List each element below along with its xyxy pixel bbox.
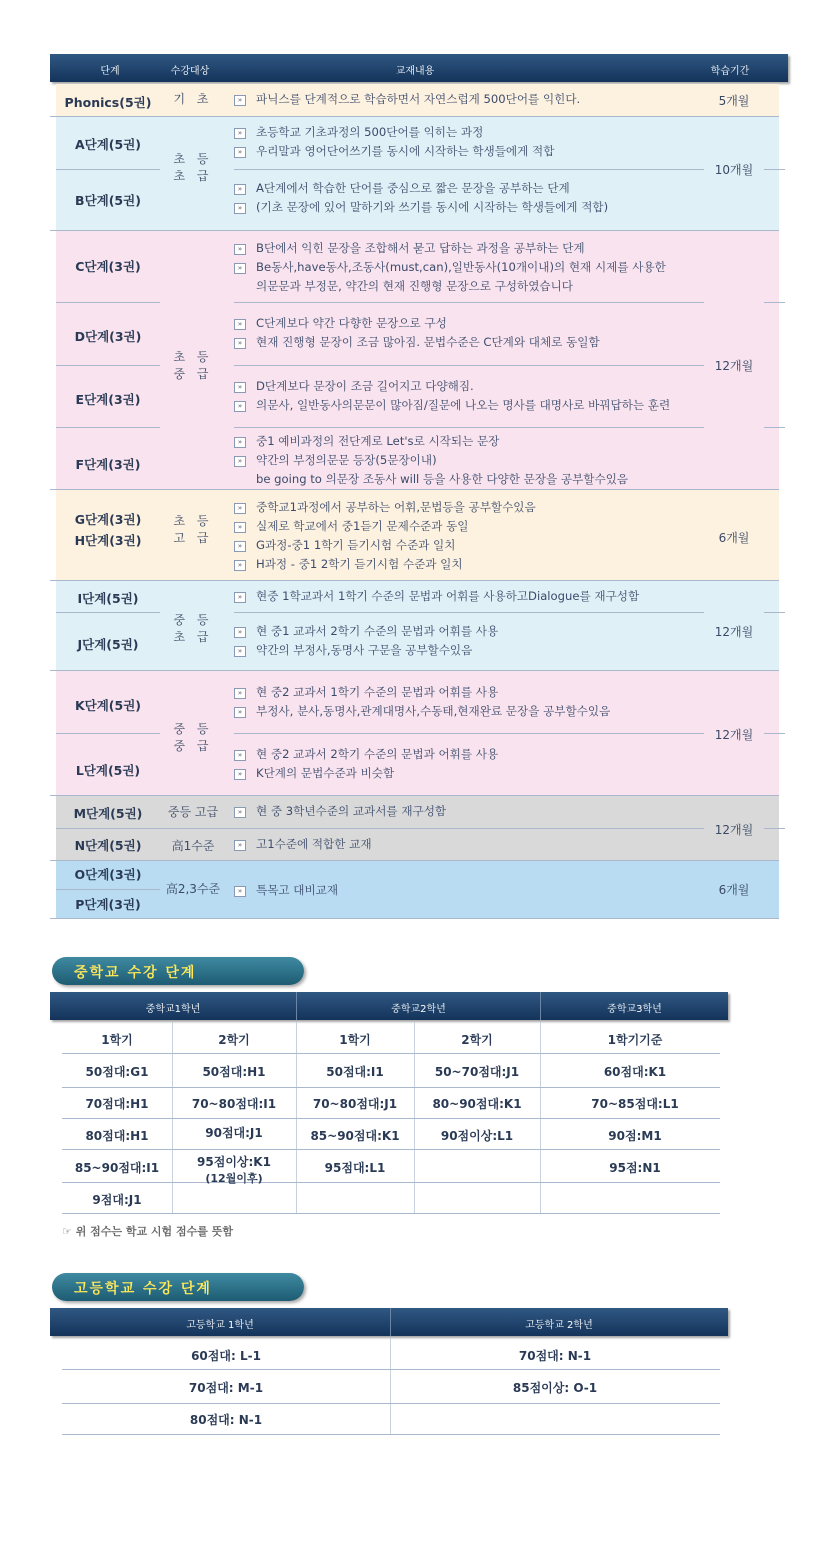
header-target: 수강대상 <box>170 66 210 77</box>
target-kl-1: 중 등 <box>173 722 213 736</box>
high-cell: 60점대: L-1 <box>191 1349 261 1363</box>
double-chevron-icon: » <box>234 203 246 214</box>
double-chevron-icon: » <box>234 592 246 603</box>
high-header-1: 고등학교 1학년 <box>186 1320 254 1331</box>
header-period: 학습기간 <box>710 66 750 77</box>
target-kl-2: 중 급 <box>173 739 213 753</box>
double-chevron-icon: » <box>234 456 246 467</box>
high-cell: 70점대: M-1 <box>188 1381 264 1395</box>
mid-cell: 85~90점대:K1 <box>310 1129 400 1143</box>
double-chevron-icon: » <box>234 147 246 158</box>
desc-c-1: B단에서 익힌 문장을 조합해서 묻고 답하는 과정을 공부하는 단계 <box>256 241 585 255</box>
desc-b-1: A단계에서 학습한 단어를 중심으로 짧은 문장을 공부하는 단계 <box>256 181 570 195</box>
high-cell: 80점대: N-1 <box>189 1413 263 1427</box>
level-l: L단계(5권) <box>75 763 141 778</box>
target-ij-2: 초 급 <box>173 630 213 644</box>
desc-gh-4: H과정 - 중1 2학기 듣기시험 수준과 일치 <box>256 557 463 571</box>
mid-cell: 70~80점대:J1 <box>312 1097 398 1111</box>
desc-c-2: Be동사,have동사,조동사(must,can),일반동사(10개이내)의 현재 시제를 사용한 <box>256 260 666 274</box>
double-chevron-icon: » <box>234 886 246 897</box>
middle-header <box>50 992 728 1020</box>
middle-header-1: 중학교1학년 <box>145 1004 201 1015</box>
sub-header-4: 2학기 <box>461 1033 493 1047</box>
mid-cell-note: (12월이후) <box>205 1172 263 1185</box>
desc-c-3: 의문문과 부정문, 약간의 현재 진행형 문장으로 구성하였습니다 <box>256 279 573 293</box>
mid-cell: 60점대:K1 <box>603 1065 667 1079</box>
mid-cell: 70~85점대:L1 <box>591 1097 679 1111</box>
level-k: K단계(5권) <box>74 698 142 713</box>
mid-cell: 95점:N1 <box>609 1161 661 1175</box>
middle-school-title: 중학교 수강 단계 <box>52 957 304 985</box>
desc-f-1: 중1 예비과정의 전단계로 Let's로 시작되는 문장 <box>256 434 500 448</box>
desc-f-2: 약간의 부정의문문 등장(5문장이내) <box>256 453 437 467</box>
double-chevron-icon: » <box>234 319 246 330</box>
desc-d-1: C단계보다 약간 다향한 문장으로 구성 <box>256 316 447 330</box>
target-gh-1: 초 등 <box>173 514 213 528</box>
period-gh: 6개월 <box>718 531 750 545</box>
level-g: G단계(3권) <box>74 512 142 527</box>
band-ij <box>56 581 779 670</box>
band-ab <box>56 117 779 230</box>
desc-e-2: 의문사, 일반동사의문문이 많아짐/질문에 나오는 명사를 대명사로 바꿔답하는 훈련 <box>256 398 671 412</box>
mid-cell: 80~90점대:K1 <box>432 1097 522 1111</box>
period-mn: 12개월 <box>714 823 754 837</box>
double-chevron-icon: » <box>234 807 246 818</box>
desc-gh-1: 중학교1과정에서 공부하는 어휘,문법등을 공부할수있음 <box>256 500 536 514</box>
target-n: 高1수준 <box>171 839 215 853</box>
level-i: I단계(5권) <box>77 591 139 606</box>
desc-i-1: 현중 1학교과서 1학기 수준의 문법과 어휘를 사용하고Dialogue를 재구성함 <box>256 589 640 603</box>
double-chevron-icon: » <box>234 184 246 195</box>
desc-m: 현 중 3학년수준의 교과서를 재구성함 <box>256 804 447 818</box>
level-o: O단계(3권) <box>74 867 142 882</box>
band-cf <box>56 231 779 489</box>
high-school-title: 고등학교 수강 단계 <box>52 1273 304 1301</box>
double-chevron-icon: » <box>234 522 246 533</box>
double-chevron-icon: » <box>234 840 246 851</box>
middle-header-2: 중학교2학년 <box>391 1004 446 1015</box>
desc-gh-3: G과정-중1 1학기 듣기시험 수준과 일치 <box>256 538 456 552</box>
band-mn <box>56 796 779 860</box>
level-h: H단계(3권) <box>74 533 142 548</box>
level-m: M단계(5권) <box>73 806 143 821</box>
curriculum-header <box>50 54 788 82</box>
desc-l-1: 현 중2 교과서 2학기 수준의 문법과 어휘를 사용 <box>256 747 499 761</box>
target-m: 중등 고급 <box>167 805 219 819</box>
desc-op: 특목고 대비교재 <box>256 883 339 897</box>
double-chevron-icon: » <box>234 627 246 638</box>
middle-header-3: 중학교3학년 <box>607 1004 662 1015</box>
target-gh-2: 고 급 <box>173 531 213 545</box>
mid-cell: 90점:M1 <box>608 1129 662 1143</box>
mid-cell: 50~70점대:J1 <box>434 1065 520 1079</box>
level-phonics: Phonics(5권) <box>64 95 152 110</box>
high-header <box>50 1308 728 1336</box>
period-ij: 12개월 <box>714 625 754 639</box>
desc-a-1: 초등학교 기초과정의 500단어를 익히는 과정 <box>256 125 484 139</box>
band-kl <box>56 671 779 795</box>
sub-header-2: 2학기 <box>218 1033 250 1047</box>
mid-cell: 95점대:L1 <box>324 1161 386 1175</box>
level-b: B단계(5권) <box>75 193 141 208</box>
desc-n: 고1수준에 적합한 교재 <box>256 837 372 851</box>
target-phonics: 기 초 <box>173 92 213 106</box>
period-cf: 12개월 <box>714 359 754 373</box>
target-ab-1: 초 등 <box>173 152 213 166</box>
sub-header-1: 1학기 <box>101 1033 133 1047</box>
double-chevron-icon: » <box>234 541 246 552</box>
double-chevron-icon: » <box>234 503 246 514</box>
level-j: J단계(5권) <box>77 637 139 652</box>
double-chevron-icon: » <box>234 382 246 393</box>
target-op: 高2,3수준 <box>165 882 221 896</box>
high-cell: 85점이상: O-1 <box>512 1381 598 1395</box>
desc-j-1: 현 중1 교과서 2학기 수준의 문법과 어휘를 사용 <box>256 624 499 638</box>
desc-phonics: 파닉스를 단계적으로 학습하면서 자연스럽게 500단어를 익힌다. <box>256 92 581 106</box>
header-content: 교재내용 <box>395 66 435 77</box>
desc-e-1: D단계보다 문장이 조금 길어지고 다양해짐. <box>256 379 474 393</box>
double-chevron-icon: » <box>234 128 246 139</box>
mid-cell: 50점대:I1 <box>326 1065 384 1079</box>
desc-k-2: 부정사, 분사,동명사,관계대명사,수동태,현재완료 문장을 공부할수있음 <box>256 704 611 718</box>
period-op: 6개월 <box>718 883 750 897</box>
mid-cell: 90점이상:L1 <box>440 1129 514 1143</box>
mid-cell: 50점대:G1 <box>85 1065 149 1079</box>
high-header-2: 고등학교 2학년 <box>525 1320 593 1331</box>
level-d: D단계(3권) <box>74 329 142 344</box>
desc-d-2: 현재 진행형 문장이 조금 많아짐. 문법수준은 C단계와 대체로 동일함 <box>256 335 600 349</box>
target-cf-2: 중 급 <box>173 367 213 381</box>
mid-cell: 95점이상:K1 <box>197 1155 271 1169</box>
level-c: C단계(3권) <box>75 259 141 274</box>
period-kl: 12개월 <box>714 728 754 742</box>
double-chevron-icon: » <box>234 263 246 274</box>
desc-a-2: 우리말과 영어단어쓰기를 동시에 시작하는 학생들에게 적합 <box>256 144 555 158</box>
double-chevron-icon: » <box>234 95 246 106</box>
sub-header-5: 1학기기준 <box>607 1033 663 1047</box>
band-phonics <box>56 84 779 116</box>
level-n: N단계(5권) <box>74 838 142 853</box>
level-p: P단계(3권) <box>75 897 141 912</box>
level-f: F단계(3권) <box>75 457 141 472</box>
double-chevron-icon: » <box>234 769 246 780</box>
band-op <box>56 861 779 918</box>
double-chevron-icon: » <box>234 437 246 448</box>
header-level: 단계 <box>100 66 120 77</box>
mid-cell: 70~80점대:I1 <box>191 1097 277 1111</box>
double-chevron-icon: » <box>234 401 246 412</box>
mid-cell: 80점대:H1 <box>85 1129 149 1143</box>
double-chevron-icon: » <box>234 707 246 718</box>
desc-b-2: (기초 문장에 있어 말하기와 쓰기를 동시에 시작하는 학생들에게 적합) <box>256 200 609 214</box>
double-chevron-icon: » <box>234 338 246 349</box>
double-chevron-icon: » <box>234 560 246 571</box>
mid-cell: 50점대:H1 <box>202 1065 266 1079</box>
sub-header-3: 1학기 <box>339 1033 371 1047</box>
double-chevron-icon: » <box>234 750 246 761</box>
mid-cell: 70점대:H1 <box>85 1097 149 1111</box>
desc-l-2: K단계의 문법수준과 비슷함 <box>256 766 395 780</box>
desc-gh-2: 실제로 학교에서 중1듣기 문제수준과 동일 <box>256 519 469 533</box>
target-ab-2: 초 급 <box>173 169 213 183</box>
level-a: A단계(5권) <box>74 137 142 152</box>
double-chevron-icon: » <box>234 646 246 657</box>
score-note: ☞ 위 점수는 학교 시험 점수를 뜻함 <box>62 1225 233 1238</box>
level-e: E단계(3권) <box>75 392 141 407</box>
target-cf-1: 초 등 <box>173 350 213 364</box>
period-phonics: 5개월 <box>718 94 750 108</box>
desc-f-3: be going to 의문장 조동사 will 등을 사용한 다양한 문장을 공부할수있음 <box>256 472 629 486</box>
target-ij-1: 중 등 <box>173 613 213 627</box>
desc-k-1: 현 중2 교과서 1학기 수준의 문법과 어휘를 사용 <box>256 685 499 699</box>
high-cell: 70점대: N-1 <box>518 1349 592 1363</box>
double-chevron-icon: » <box>234 688 246 699</box>
mid-cell: 90점대:J1 <box>205 1126 263 1140</box>
band-gh <box>56 490 779 580</box>
mid-cell: 85~90점대:I1 <box>74 1161 160 1175</box>
mid-cell: 9점대:J1 <box>92 1193 142 1207</box>
period-ab: 10개월 <box>714 163 754 177</box>
double-chevron-icon: » <box>234 244 246 255</box>
desc-j-2: 약간의 부정사,동명사 구문을 공부할수있음 <box>256 643 473 657</box>
